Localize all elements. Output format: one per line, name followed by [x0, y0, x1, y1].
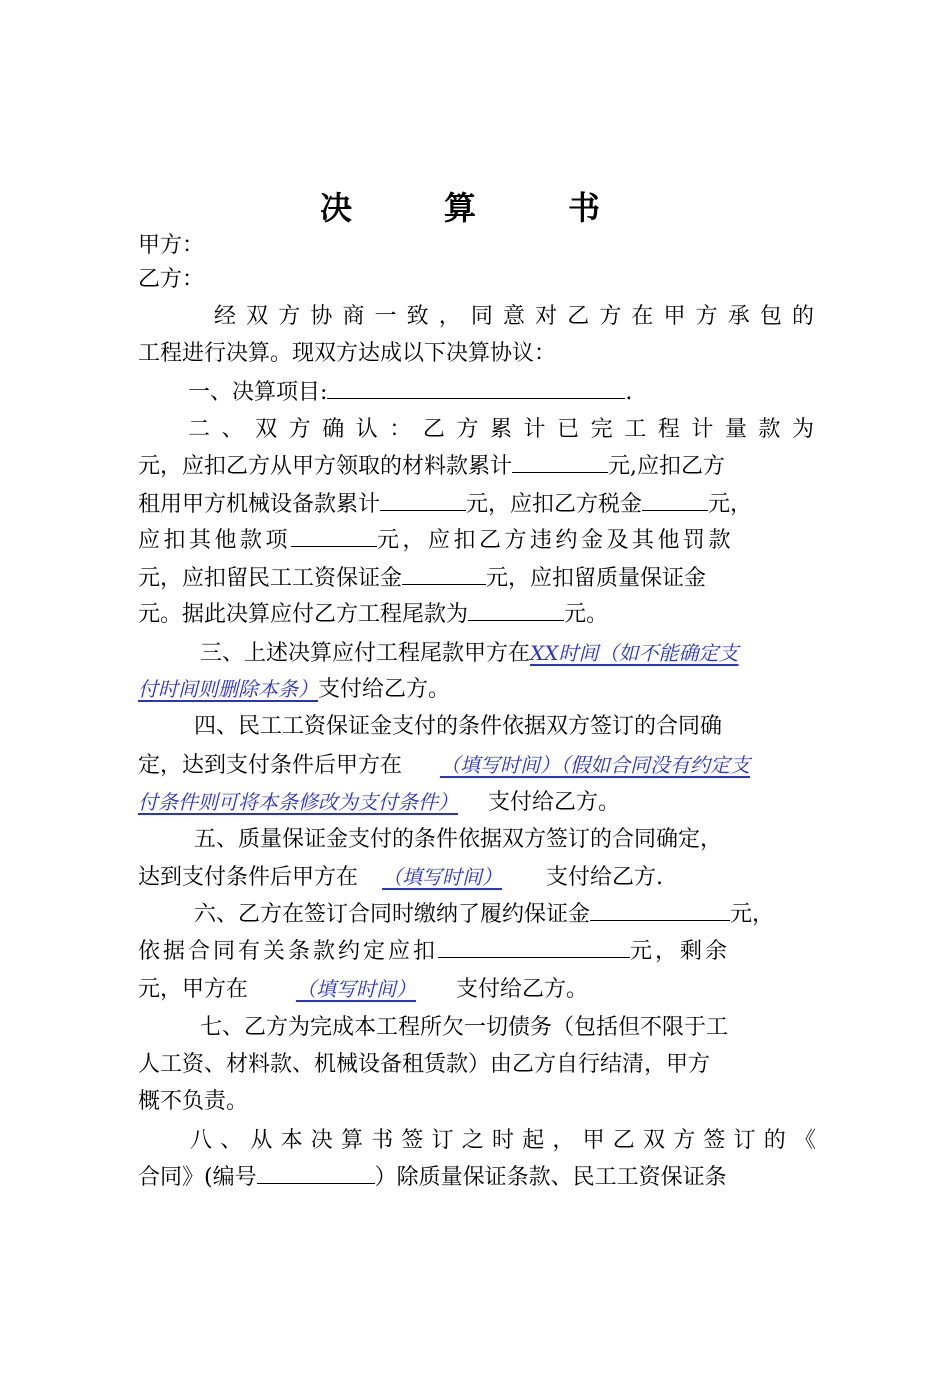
- section-8-line-1: 八、从本决算书签订之时起，甲乙双方签订的《: [190, 1128, 816, 1153]
- project-name-blank[interactable]: [327, 376, 625, 399]
- s2-text: 元，应扣留质量保证金: [486, 566, 707, 591]
- section-2-line-3: [138, 488, 818, 522]
- section-8-line-2: [138, 1161, 818, 1195]
- s6-text: 支付给乙方。: [456, 977, 589, 1002]
- section-7-line-1: 七、乙方为完成本工程所欠一切债务（包括但不限于工: [200, 1015, 729, 1040]
- section-2-line-2: [138, 450, 818, 484]
- s6-text: 元，剩余: [630, 939, 731, 964]
- section-5-line-1: 五、质量保证金支付的条件依据双方签订的合同确定，: [194, 827, 723, 852]
- s2-text: 元，应扣乙方违约金及其他罚款: [377, 528, 735, 553]
- s2-text: 元，应扣留民工工资保证金: [138, 566, 403, 591]
- s3-note[interactable]: XX时间（如不能确定支: [530, 641, 739, 665]
- section-7-line-3: 概不负责。: [138, 1089, 249, 1114]
- section-2-line-4: [138, 524, 818, 558]
- other-amount-blank[interactable]: [291, 524, 377, 547]
- s4-text: 支付给乙方。: [488, 790, 621, 815]
- s3-note[interactable]: 付时间则删除本条）: [138, 677, 318, 701]
- s8-text: 合同》(编号: [138, 1165, 257, 1190]
- s6-note[interactable]: （填写时间）: [296, 977, 417, 1001]
- section-6-line-1: [194, 898, 874, 932]
- party-b-label: 乙方：: [138, 267, 205, 292]
- s6-text: 元，: [730, 902, 775, 927]
- contract-number-blank[interactable]: [257, 1161, 375, 1184]
- machinery-amount-blank[interactable]: [380, 488, 466, 511]
- balance-amount-blank[interactable]: [468, 598, 564, 621]
- s2-text: 元，应扣乙方从甲方领取的材料款累计: [138, 454, 513, 479]
- s4-text: 定，达到支付条件后甲方在: [138, 753, 403, 778]
- s5-text: 支付给乙方.: [546, 865, 664, 890]
- s2-text: 应扣其他款项: [138, 528, 292, 553]
- s8-text: ）除质量保证条款、民工工资保证条: [374, 1165, 727, 1190]
- section-3-line-2: [138, 672, 818, 706]
- deduction-amount-blank[interactable]: [438, 935, 630, 958]
- s5-text: 达到支付条件后甲方在: [138, 865, 359, 890]
- section-6-line-2: [138, 935, 818, 969]
- section-1-label: 一、决算项目:: [188, 380, 328, 405]
- section-4-line-1: 四、民工工资保证金支付的条件依据双方签订的合同确: [194, 714, 723, 739]
- s3-text: 三、上述决算应付工程尾款甲方在: [200, 641, 531, 666]
- s2-text: 元。据此决算应付乙方工程尾款为: [138, 602, 469, 627]
- s2-text: 元。: [564, 602, 609, 627]
- s6-text: 依据合同有关条款约定应扣: [138, 939, 439, 964]
- section-2-line-1: 二、双方确认：乙方累计已完工程计量款为: [188, 417, 814, 442]
- intro-line-1: 经双方协商一致，同意对乙方在甲方承包的: [214, 304, 814, 329]
- s2-text: 元，: [708, 492, 753, 517]
- s6-text: 元，甲方在: [138, 977, 249, 1002]
- party-a-label: 甲方：: [138, 233, 205, 258]
- s4-note[interactable]: （填写时间）（假如合同没有约定支: [440, 753, 751, 777]
- s2-text: 元，应扣乙方税金: [466, 492, 643, 517]
- section-4-line-3: [138, 785, 818, 819]
- section-2-line-5: [138, 562, 818, 596]
- document-title: 决 算 书: [319, 189, 630, 227]
- section-6-line-3: [138, 972, 818, 1006]
- intro-line-2: 工程进行决算。现双方达成以下决算协议：: [138, 341, 557, 366]
- section-5-line-2: [138, 860, 818, 894]
- section-1-end: .: [625, 380, 633, 405]
- section-7-line-2: 人工资、材料款、机械设备租赁款）由乙方自行结清，甲方: [138, 1052, 711, 1077]
- s2-text: 租用甲方机械设备款累计: [138, 492, 381, 517]
- s2-text: 元,应扣乙方: [608, 454, 726, 479]
- section-1: [188, 376, 868, 410]
- performance-deposit-blank[interactable]: [590, 898, 730, 921]
- s5-note[interactable]: （填写时间）: [382, 865, 503, 889]
- section-4-line-2: [138, 748, 818, 782]
- wage-deposit-blank[interactable]: [402, 562, 486, 585]
- section-3-line-1: [200, 636, 880, 670]
- section-2-line-6: [138, 598, 818, 632]
- s3-text: 支付给乙方。: [318, 677, 451, 702]
- tax-amount-blank[interactable]: [642, 488, 708, 511]
- s4-note[interactable]: 付条件则可将本条修改为支付条件）: [138, 790, 458, 814]
- material-amount-blank[interactable]: [512, 450, 608, 473]
- s6-text: 六、乙方在签订合同时缴纳了履约保证金: [194, 902, 591, 927]
